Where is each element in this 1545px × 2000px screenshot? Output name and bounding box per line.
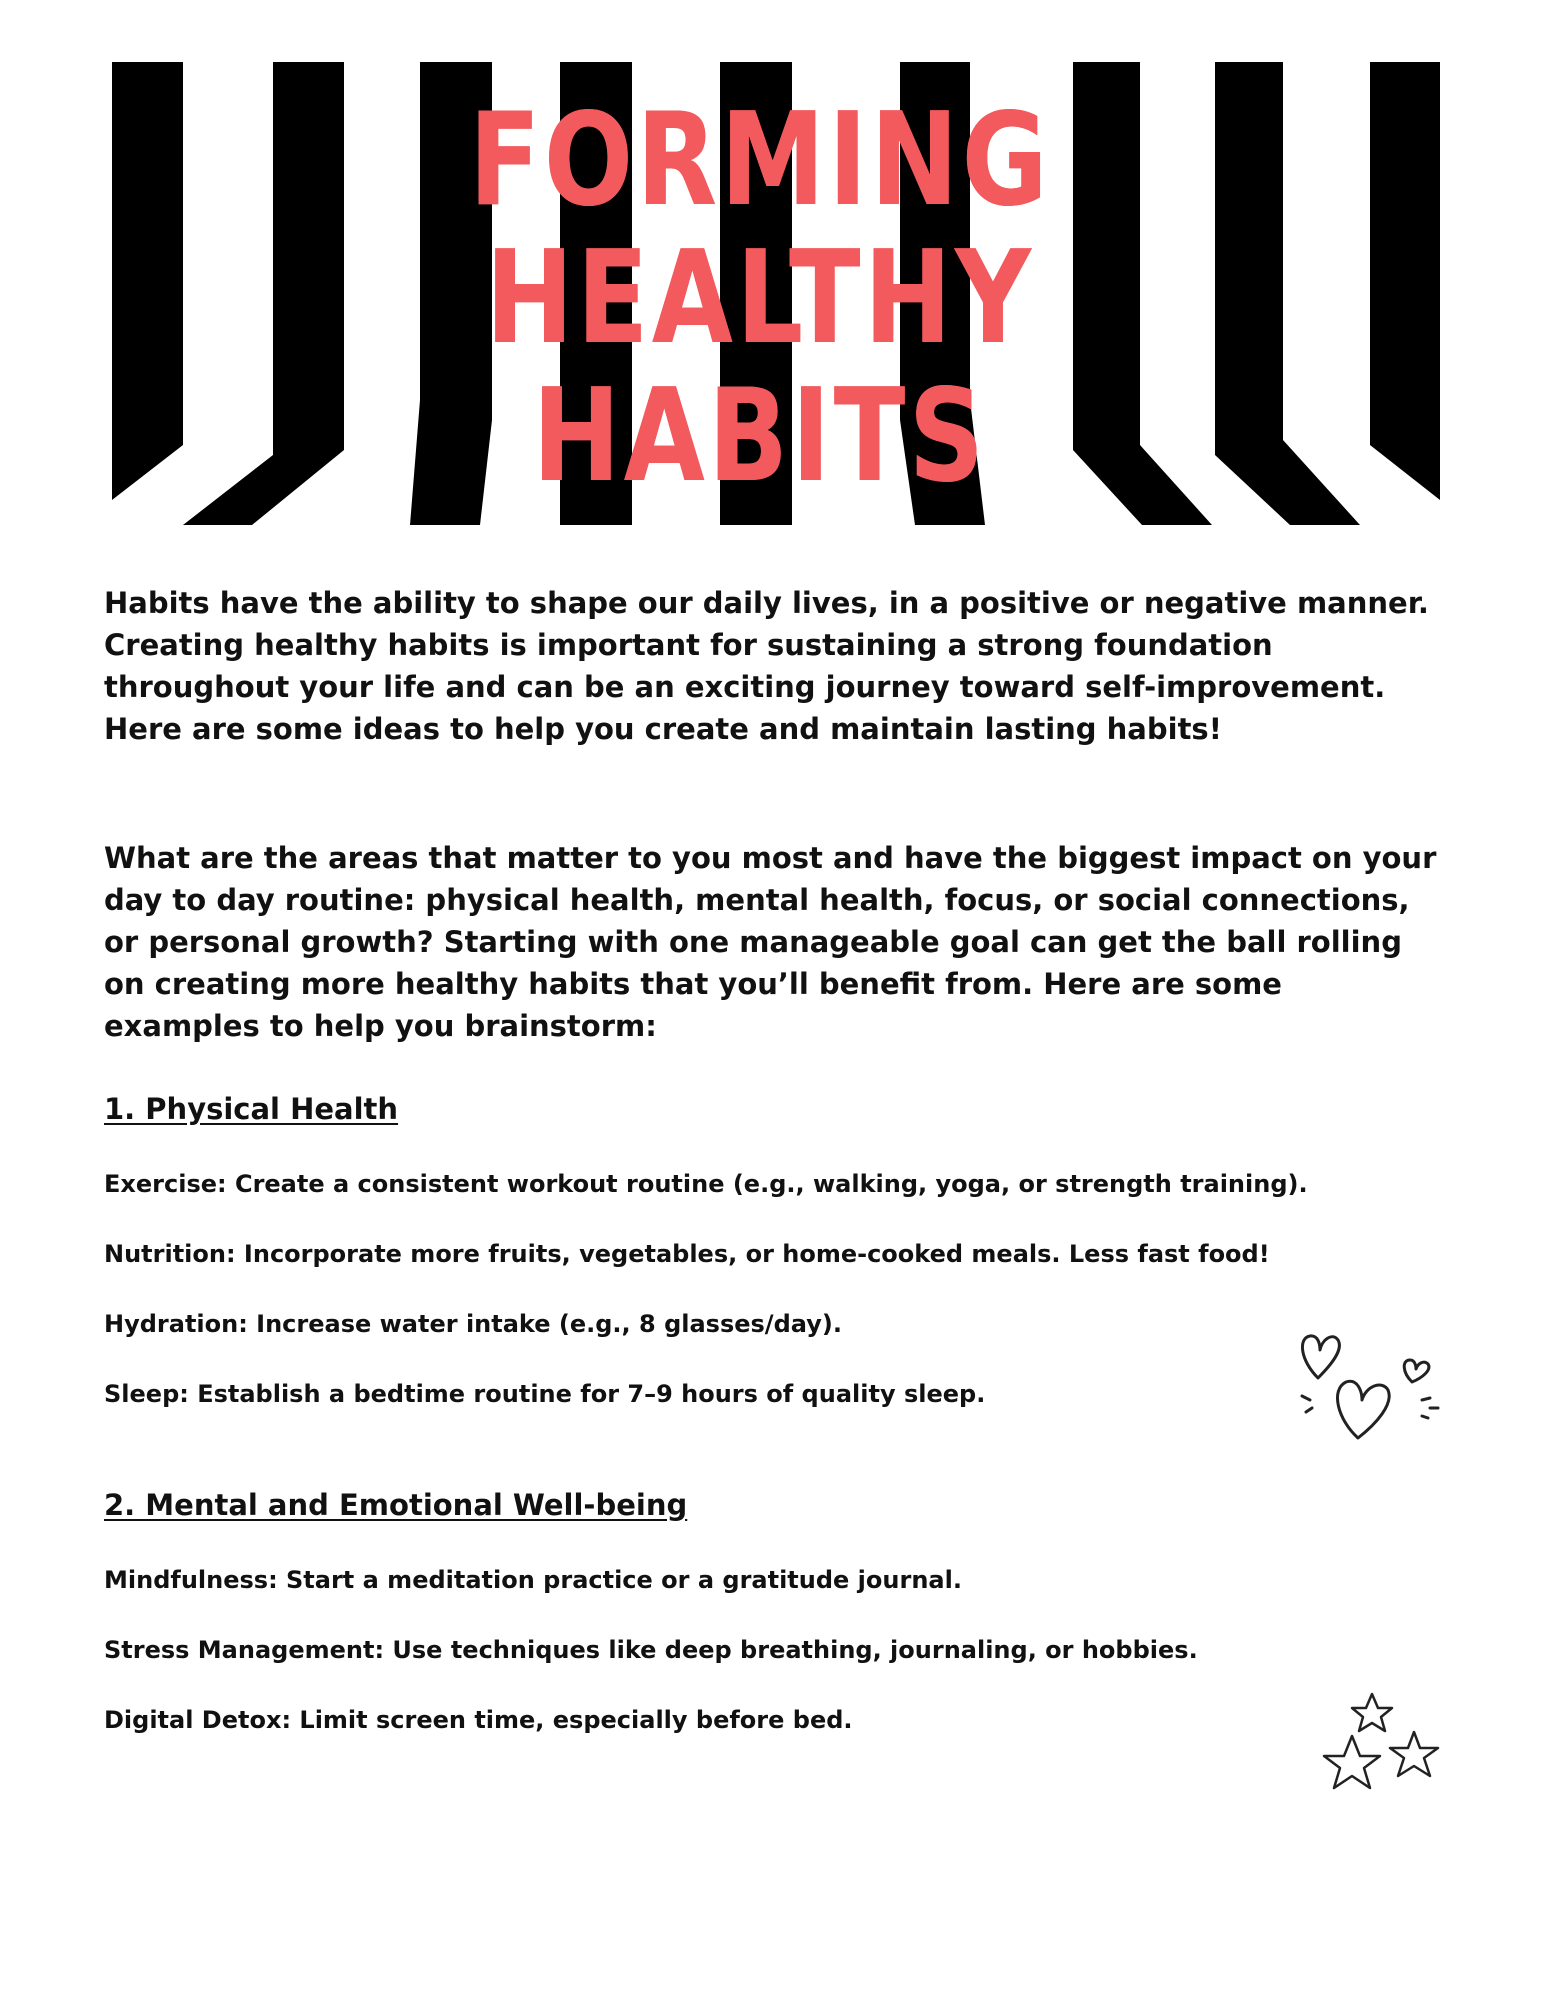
hearts-doodle-icon [1290, 1320, 1470, 1445]
list-item-hydration: Hydration: Increase water intake (e.g., 8 glasses/day). [104, 1310, 842, 1338]
stars-doodle-icon [1310, 1690, 1460, 1820]
title-line-3: HABITS [532, 362, 988, 511]
title-line-2: HEALTHY [485, 224, 1035, 373]
title-banner [0, 0, 1545, 540]
list-item-mindfulness: Mindfulness: Start a meditation practice or a gratitude journal. [104, 1566, 962, 1594]
section-heading-mental-wellbeing: 2. Mental and Emotional Well-being [104, 1488, 688, 1522]
list-item-digital-detox: Digital Detox: Limit screen time, especially before bed. [104, 1706, 853, 1734]
list-item-exercise: Exercise: Create a consistent workout routine (e.g., walking, yoga, or strength training). [104, 1170, 1308, 1198]
title-block [390, 86, 1130, 511]
section-heading-physical-health: 1. Physical Health [104, 1092, 399, 1126]
list-item-nutrition: Nutrition: Incorporate more fruits, vegetables, or home-cooked meals. Less fast food! [104, 1240, 1270, 1268]
intro-paragraph-1: Habits have the ability to shape our daily lives, in a positive or negative manner. Creating healthy habits is important for sustaining a strong foundation throughout your life and can be an exciting journey toward self-improvement. Here are some ideas to help you create and maintain lasting habits! [104, 586, 1429, 746]
intro-paragraph-2: What are the areas that matter to you most and have the biggest impact on your day to day routine: physical health, mental health, focus, or social connections, or personal growth? Starting with one manageable goal can get the ball rolling on creating more healthy habits that you’ll benefit from. Here are some examples to help you brainstorm: [104, 841, 1437, 1043]
list-item-stress-management: Stress Management: Use techniques like deep breathing, journaling, or hobbies. [104, 1636, 1198, 1664]
list-item-sleep: Sleep: Establish a bedtime routine for 7–9 hours of quality sleep. [104, 1380, 986, 1408]
title-line-1: FORMING [468, 86, 1052, 235]
